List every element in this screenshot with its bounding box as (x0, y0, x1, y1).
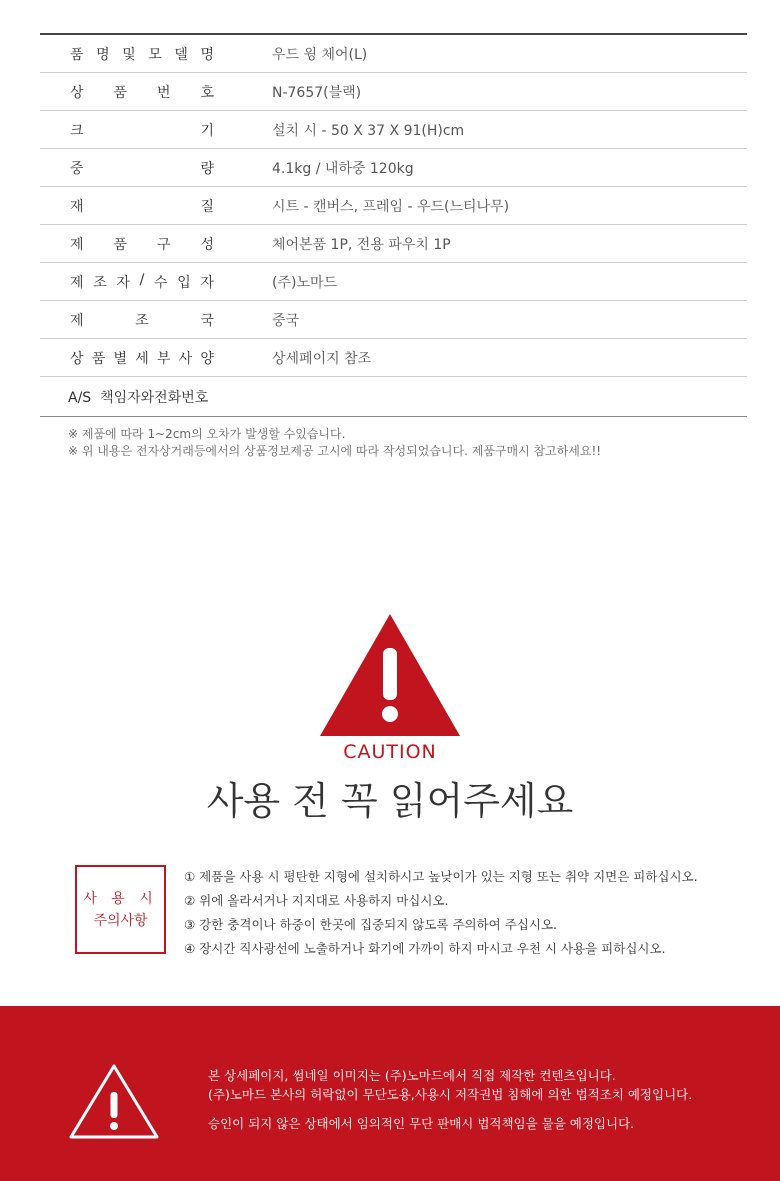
footer-banner (0, 1006, 780, 1181)
usage-item: ③ 강한 충격이나 하중이 한곳에 집중되지 않도록 주의하여 주십시오. (184, 917, 557, 932)
spec-row (40, 301, 747, 339)
spec-value: 중국 (272, 312, 300, 329)
spec-label (40, 120, 272, 140)
spec-row (40, 339, 747, 377)
footer-line-2: (주)노마드 본사의 허락없이 무단도용,사용시 저작권법 침해에 의한 법적조치 예정입니다. (208, 1087, 693, 1102)
spec-label (40, 234, 272, 254)
spec-label-text: 제 조 국 (70, 312, 214, 329)
spec-label (40, 272, 272, 292)
spec-row (40, 73, 747, 111)
warning-outline-icon (68, 1062, 160, 1140)
caution-title: 사용 전 꼭 읽어주세요 (206, 779, 574, 823)
spec-label-text: 크 기 (70, 122, 214, 139)
spec-table (40, 33, 747, 417)
caution-word: CAUTION (343, 741, 437, 763)
note-1: ※ 제품에 따라 1~2cm의 오차가 발생할 수있습니다. (68, 427, 346, 441)
spec-value: N-7657(블랙) (272, 84, 362, 101)
spec-value: 설치 시 - 50 X 37 X 91(H)cm (272, 122, 465, 139)
spec-label-text: 중 량 (70, 160, 214, 177)
usage-item: ① 제품을 사용 시 평탄한 지형에 설치하시고 높낮이가 있는 지형 또는 취약 지면은 피하십시오. (184, 869, 698, 884)
spec-row (40, 111, 747, 149)
usage-item: ④ 장시간 직사광선에 노출하거나 화기에 가까이 하지 마시고 우천 시 사용을 피하십시오. (184, 941, 666, 956)
usage-label-line1: 사 용 시 (83, 890, 158, 907)
notes (68, 426, 601, 460)
spec-row (40, 187, 747, 225)
usage-item: ② 위에 올라서거나 지지대로 사용하지 마십시오. (184, 893, 449, 908)
spec-label-text: 상 품 번 호 (70, 84, 214, 101)
note-2: ※ 위 내용은 전자상거래등에서의 상품정보제공 고시에 따라 작성되었습니다. 제품구매시 참고하세요!! (68, 444, 602, 458)
spec-label-text: 재 질 (70, 198, 214, 215)
spec-label-text: 제 품 구 성 (70, 236, 214, 253)
footer-text (208, 1066, 692, 1133)
spec-label-text: 제 조 자 / 수 입 자 (70, 271, 214, 291)
spec-value: 4.1kg / 내하중 120kg (272, 160, 414, 177)
spec-value: 시트 - 캔버스, 프레임 - 우드(느티나무) (272, 198, 510, 215)
spec-label (40, 44, 272, 64)
usage-list (184, 865, 698, 961)
spec-label-text: 품 명 및 모 델 명 (70, 46, 214, 63)
spec-row (40, 225, 747, 263)
spec-row (40, 149, 747, 187)
spec-label (40, 348, 272, 368)
spec-row (40, 377, 747, 417)
footer-line-1: 본 상세페이지, 썸네일 이미지는 (주)노마드에서 직접 제작한 컨텐츠입니다. (208, 1068, 616, 1083)
spec-label (40, 82, 272, 102)
spec-value: 체어본품 1P, 전용 파우치 1P (272, 236, 451, 253)
spec-label (40, 196, 272, 216)
spec-label (40, 387, 272, 407)
footer-line-3: 승인이 되지 않은 상태에서 임의적인 무단 판매시 법적책임을 물을 예정입니다. (208, 1116, 635, 1131)
usage-label-line2: 주의사항 (93, 912, 148, 929)
spec-label-text: 상 품 별 세 부 사 양 (70, 350, 214, 367)
usage-caution-box (75, 865, 166, 954)
spec-row (40, 263, 747, 301)
spec-label-text: A/S 책임자와전화번호 (68, 389, 209, 406)
spec-label (40, 158, 272, 178)
spec-value: 우드 윙 체어(L) (272, 46, 368, 63)
caution-triangle-icon (320, 614, 460, 736)
spec-label (40, 310, 272, 330)
spec-value: (주)노마드 (272, 274, 338, 291)
spec-value: 상세페이지 참조 (272, 350, 372, 367)
spec-row (40, 35, 747, 73)
